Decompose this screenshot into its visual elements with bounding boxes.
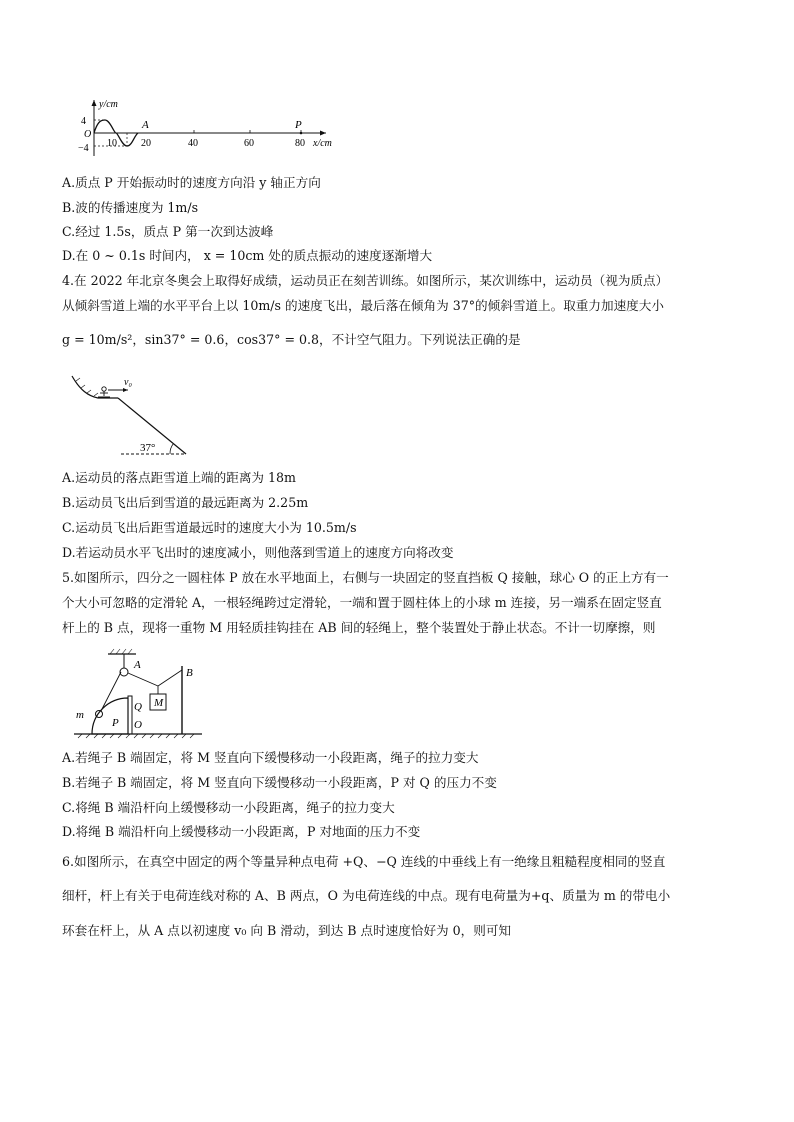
wave-figure	[74, 96, 354, 160]
wave-x-tick-10: 10	[107, 138, 117, 149]
q5-stem-line-3: 杆上的 B 点，现将一重物 M 用轻质挂钩挂在 AB 间的轻绳上，整个装置处于静止状态。不计一切摩擦，则	[62, 620, 656, 635]
q3-option-a: A.质点 P 开始振动时的速度方向沿 y 轴正方向	[62, 175, 321, 190]
ski-figure	[66, 368, 196, 460]
wave-point-p: P	[295, 119, 302, 131]
q5-stem-line-1: 5.如图所示，四分之一圆柱体 P 放在水平地面上，右侧与一块固定的竖直挡板 Q 接触，球心 O 的正上方有一	[62, 570, 669, 585]
q3-option-d: D.在 0 ~ 0.1s 时间内， x = 10cm 处的质点振动的速度逐渐增大	[62, 248, 433, 263]
pulley-label-q: Q	[134, 701, 142, 713]
q4-option-c: C.运动员飞出后距雪道最远时的速度大小为 10.5m/s	[62, 520, 357, 535]
pulley-label-a: A	[134, 659, 141, 671]
pulley-label-big-m: M	[154, 697, 164, 709]
pulley-figure	[70, 646, 210, 742]
wave-y-axis-label: y/cm	[99, 99, 118, 110]
q5-stem-line-2: 个大小可忽略的定滑轮 A，一根轻绳跨过定滑轮，一端和置于圆柱体上的小球 m 连接，另一端系在固定竖直	[62, 595, 662, 610]
q5-option-c: C.将绳 B 端沿杆向上缓慢移动一小段距离，绳子的拉力变大	[62, 800, 395, 815]
wave-point-a: A	[142, 119, 149, 131]
wave-x-axis-label: x/cm	[313, 138, 332, 149]
wave-y-tick-pos: 4	[81, 116, 86, 127]
q4-option-d: D.若运动员水平飞出时的速度减小，则他落到雪道上的速度方向将改变	[62, 545, 454, 560]
q5-option-d: D.将绳 B 端沿杆向上缓慢移动一小段距离，P 对地面的压力不变	[62, 824, 421, 839]
wave-x-tick-60: 60	[244, 138, 254, 149]
q6-stem-line-1: 6.如图所示，在真空中固定的两个等量异种点电荷 +Q、−Q 连线的中垂线上有一绝缘且粗糙程度相同的竖直	[62, 854, 666, 869]
q4-stem-line-1: 4.在 2022 年北京冬奥会上取得好成绩，运动员正在刻苦训练。如图所示，某次训练中，运动员（视为质点）	[62, 273, 669, 288]
pulley-label-m: m	[76, 709, 84, 721]
q4-stem-line-2: 从倾斜雪道上端的水平平台上以 10m/s 的速度飞出，最后落在倾角为 37°的倾斜雪道上。取重力加速度大小	[62, 298, 664, 313]
q6-stem-line-2: 细杆，杆上有关于电荷连线对称的 A、B 两点，O 为电荷连线的中点。现有电荷量为+q、质量为 m 的带电小	[62, 888, 671, 903]
wave-x-tick-40: 40	[188, 138, 198, 149]
pulley-label-b: B	[186, 667, 193, 679]
wave-origin-label: O	[84, 129, 92, 140]
q5-option-a: A.若绳子 B 端固定，将 M 竖直向下缓慢移动一小段距离，绳子的拉力变大	[62, 750, 479, 765]
wave-x-tick-80: 80	[295, 138, 305, 149]
q4-option-a: A.运动员的落点距雪道上端的距离为 18m	[62, 470, 296, 485]
q6-stem-line-3: 环套在杆上，从 A 点以初速度 v₀ 向 B 滑动，到达 B 点时速度恰好为 0，则可知	[62, 923, 512, 938]
q4-stem-line-3: g = 10m/s²，sin37° = 0.6，cos37° = 0.8，不计空气阻力。下列说法正确的是	[62, 332, 521, 347]
wave-y-tick-neg: −4	[78, 143, 89, 154]
q3-option-c: C.经过 1.5s，质点 P 第一次到达波峰	[62, 224, 274, 239]
q5-option-b: B.若绳子 B 端固定，将 M 竖直向下缓慢移动一小段距离，P 对 Q 的压力不变	[62, 775, 497, 790]
ski-angle-label: 37°	[140, 442, 156, 454]
ski-v0-label: v₀	[124, 377, 132, 388]
q4-option-b: B.运动员飞出后到雪道的最远距离为 2.25m	[62, 495, 309, 510]
pulley-label-o: O	[134, 719, 142, 731]
q3-option-b: B.波的传播速度为 1m/s	[62, 200, 199, 215]
wave-x-tick-20: 20	[141, 138, 151, 149]
pulley-label-p: P	[112, 717, 119, 729]
